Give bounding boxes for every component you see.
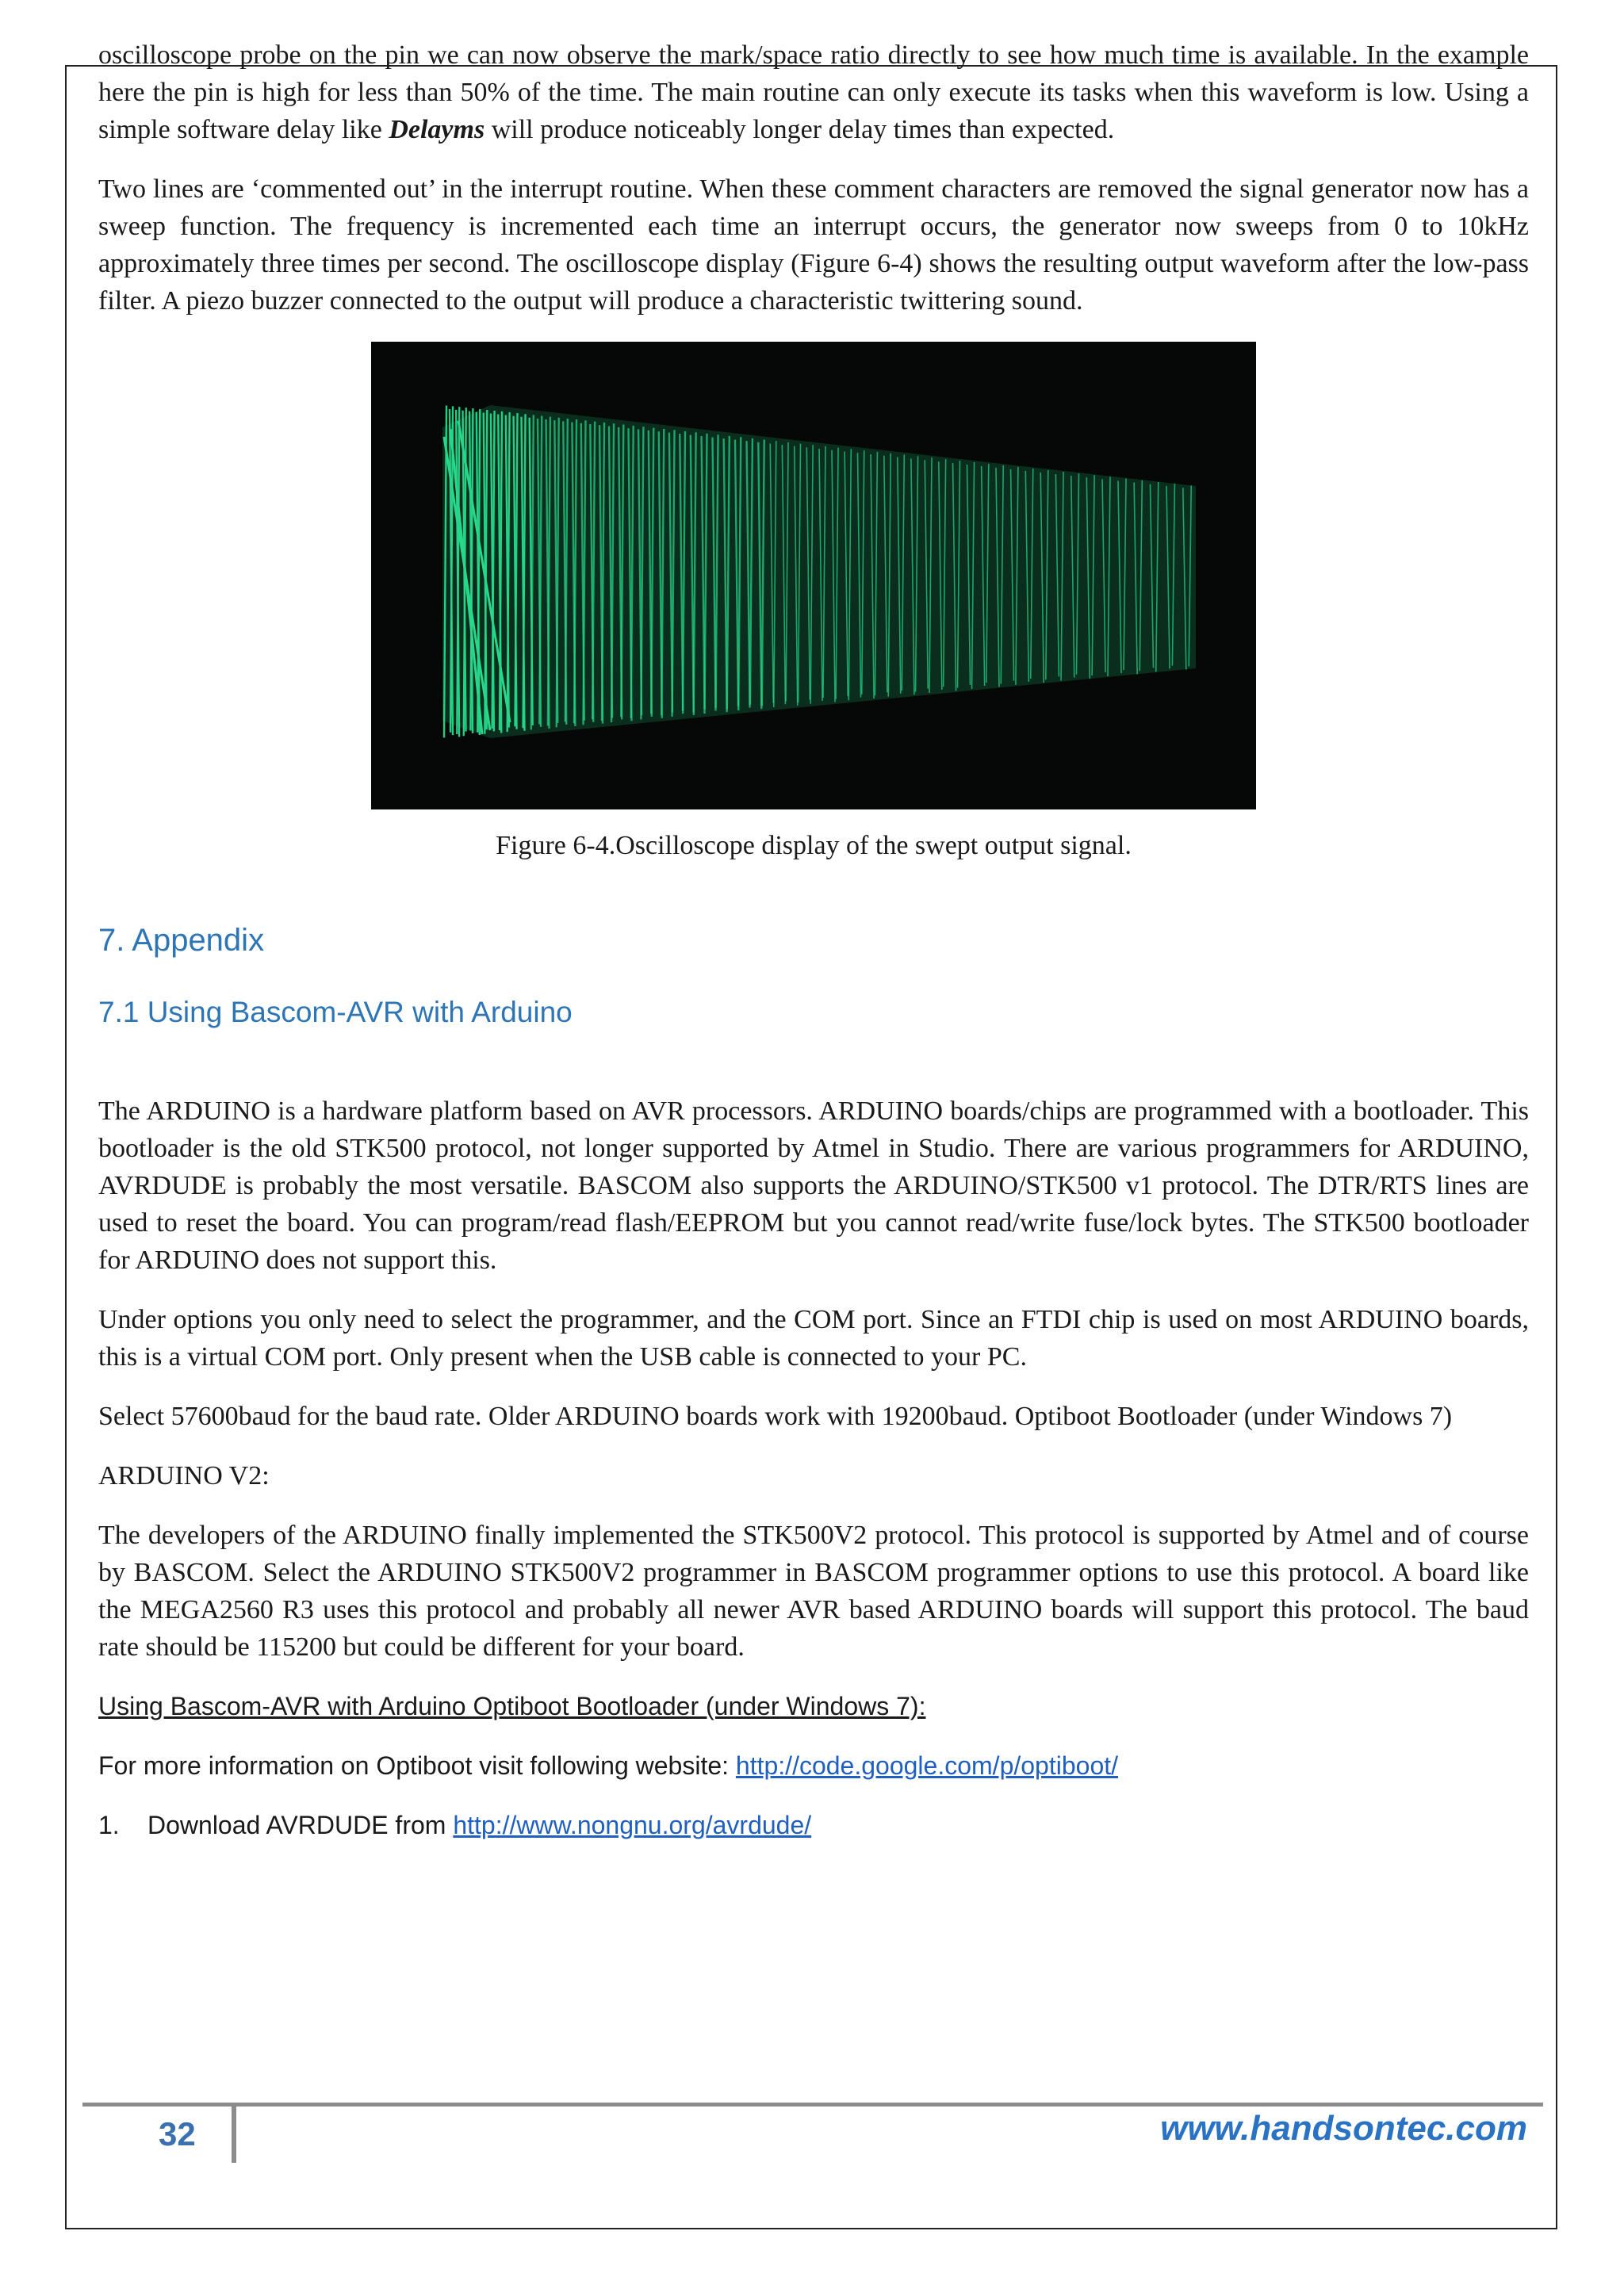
page-number: 32 (159, 2115, 196, 2152)
paragraph-probe-start: oscilloscope probe on the pin we can now observe the mark/space ratio directly to see how much time is available. In the example here the pin is high for less than 50% of the time. The main routine can only execute its tasks when this waveform is low. Using a simple software delay like (98, 40, 1529, 144)
avrdude-link[interactable]: http://www.nongnu.org/avrdude/ (453, 1811, 812, 1839)
figure-6-4 (98, 342, 1529, 864)
paragraph-sweep: Two lines are ‘commented out’ in the interrupt routine. When these comment characters are removed the signal generator now has a sweep function. The frequency is incremented each time an interrupt occurs, the generator now sweeps from 0 to 10kHz approximately three times per second. The oscilloscope display (Figure 6-4) shows the resulting output waveform after the low-pass filter. A piezo buzzer connected to the output will produce a characteristic twittering sound. (98, 174, 1529, 316)
step-1-text: Download AVRDUDE from (147, 1811, 454, 1839)
paragraph-stk500v2: The developers of the ARDUINO finally implemented the STK500V2 protocol. This protocol is supported by Atmel and of course by BASCOM. Select the ARDUINO STK500V2 programmer in BASCOM programmer options to use this protocol. A board like the MEGA2560 R3 uses this protocol and probably all newer AVR based ARDUINO boards will support this protocol. The baud rate should be 115200 but could be different for your board. (98, 1521, 1529, 1662)
footer-rule (82, 2103, 1543, 2107)
delayms-emphasis: Delayms (389, 115, 485, 144)
optiboot-info-text: For more information on Optiboot visit following website: (98, 1751, 736, 1780)
paragraph-probe-end: will produce noticeably longer delay times than expected. (485, 115, 1115, 144)
paragraph-arduino-intro: The ARDUINO is a hardware platform based on AVR processors. ARDUINO boards/chips are programmed with a bootloader. This bootloader is the old STK500 protocol, not longer supported by Atmel in Studio. There are various programmers for ARDUINO, AVRDUDE is probably the most versatile. BASCOM also supports the ARDUINO/STK500 v1 protocol. The DTR/RTS lines are used to reset the board. You can program/read flash/EEPROM but you cannot read/write fuse/lock bytes. The STK500 bootloader for ARDUINO does not support this. (98, 1096, 1529, 1275)
paragraph-arduino-v2: ARDUINO V2: (98, 1461, 270, 1490)
optiboot-link[interactable]: http://code.google.com/p/optiboot/ (735, 1751, 1119, 1780)
bascom-arduino-subheading: 7.1 Using Bascom-AVR with Arduino (98, 996, 573, 1028)
oscilloscope-image (371, 342, 1256, 809)
paragraph-optiboot-info (98, 1747, 1529, 1785)
appendix-heading: 7. Appendix (98, 923, 265, 958)
website-footer: www.handsontec.com (1160, 2109, 1527, 2148)
paragraph-probe (98, 36, 1529, 148)
optiboot-heading: Using Bascom-AVR with Arduino Optiboot Bootloader (under Windows 7): (98, 1692, 926, 1720)
step-1-number: 1. (98, 1811, 120, 1839)
footer-divider (232, 2106, 236, 2163)
figure-caption: Figure 6-4.Oscilloscope display of the swept output signal. (496, 831, 1132, 860)
step-1 (98, 1807, 1529, 1844)
document-body (98, 36, 1529, 1866)
paragraph-options: Under options you only need to select the programmer, and the COM port. Since an FTDI chip is used on most ARDUINO boards, this is a virtual COM port. Only present when the USB cable is connected to your PC. (98, 1305, 1529, 1372)
paragraph-baud: Select 57600baud for the baud rate. Older ARDUINO boards work with 19200baud. Optiboot Bootloader (under Windows 7) (98, 1402, 1453, 1431)
